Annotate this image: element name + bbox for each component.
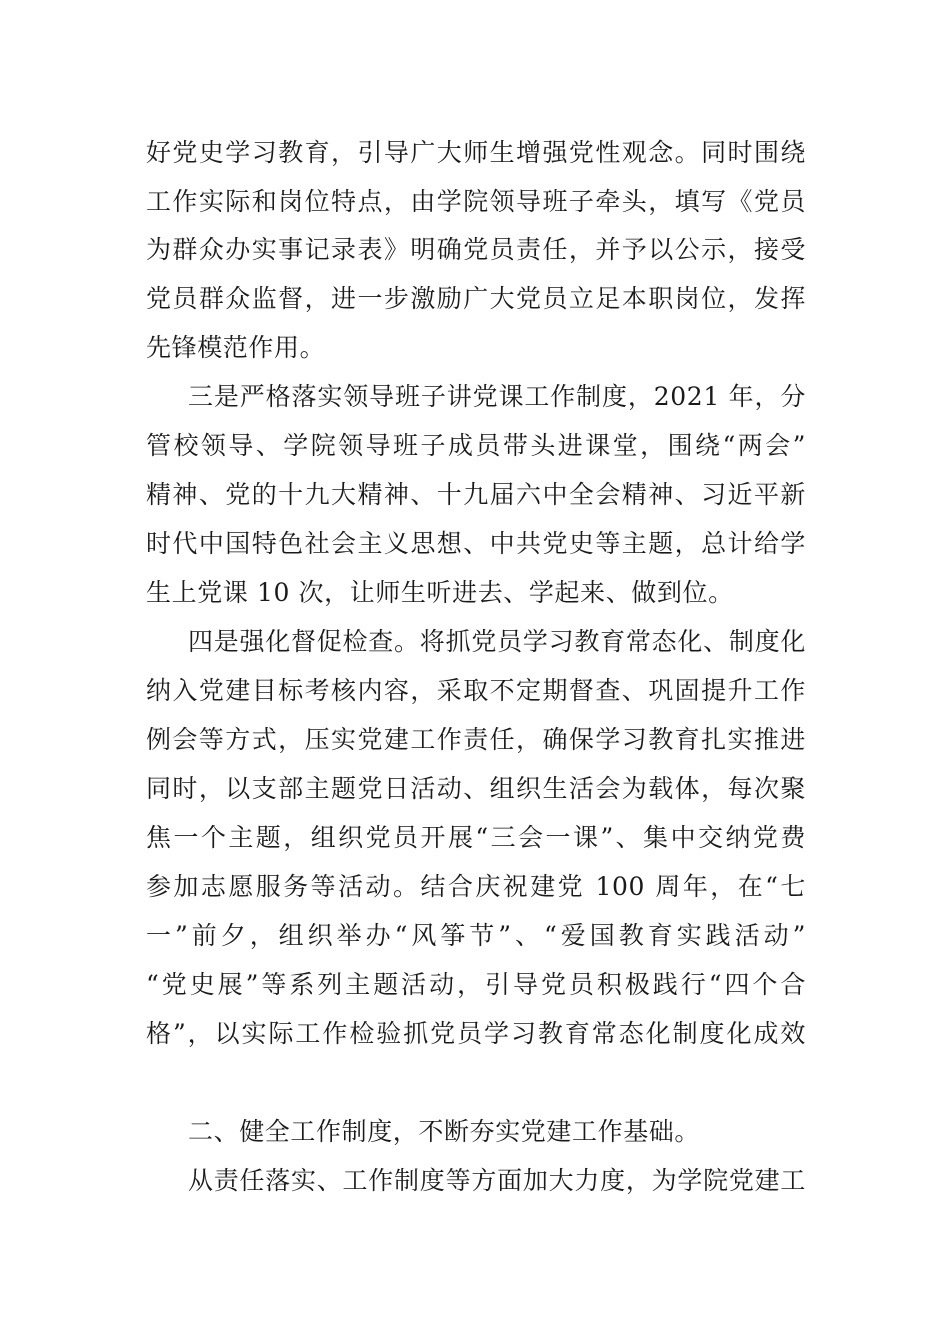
text-line: 四是强化督促检查。将抓党员学习教育常态化、制度化 xyxy=(188,627,806,656)
text-line: 焦一个主题，组织党员开展“三会一课”、集中交纳党费 xyxy=(146,823,806,852)
text-line: 一”前夕，组织举办“风筝节”、“爱国教育实践活动” xyxy=(146,921,806,950)
text-line: 为群众办实事记录表》明确党员责任，并予以公示，接受 xyxy=(146,235,806,264)
text-line: 例会等方式，压实党建工作责任，确保学习教育扎实推进 xyxy=(146,725,806,754)
text-line: 纳入党建目标考核内容，采取不定期督查、巩固提升工作 xyxy=(146,676,806,705)
text-line: 工作实际和岗位特点，由学院领导班子牵头，填写《党员 xyxy=(146,187,806,216)
text-line: 参加志愿服务等活动。结合庆祝建党 100 周年，在“七 xyxy=(146,872,806,901)
text-line: 先锋模范作用。 xyxy=(146,333,326,362)
text-line: 党员群众监督，进一步激励广大党员立足本职岗位，发挥 xyxy=(146,284,806,313)
text-line: 生上党课 10 次，让师生听进去、学起来、做到位。 xyxy=(146,578,734,607)
text-line: 三是严格落实领导班子讲党课工作制度，2021 年，分 xyxy=(188,382,806,411)
text-line: 时代中国特色社会主义思想、中共党史等主题，总计给学 xyxy=(146,529,806,558)
text-line: 精神、党的十九大精神、十九届六中全会精神、习近平新 xyxy=(146,480,806,509)
text-line: “党史展”等系列主题活动，引导党员积极践行“四个合 xyxy=(146,970,806,999)
text-line: 好党史学习教育，引导广大师生增强党性观念。同时围绕 xyxy=(146,138,806,167)
text-line: 从责任落实、工作制度等方面加大力度，为学院党建工 xyxy=(188,1166,806,1195)
text-line: 管校领导、学院领导班子成员带头进课堂，围绕“两会” xyxy=(146,431,806,460)
text-line: 格”，以实际工作检验抓党员学习教育常态化制度化成效 xyxy=(146,1019,806,1048)
section-heading: 二、健全工作制度，不断夯实党建工作基础。 xyxy=(188,1117,701,1146)
text-line: 同时，以支部主题党日活动、组织生活会为载体，每次聚 xyxy=(146,774,806,803)
